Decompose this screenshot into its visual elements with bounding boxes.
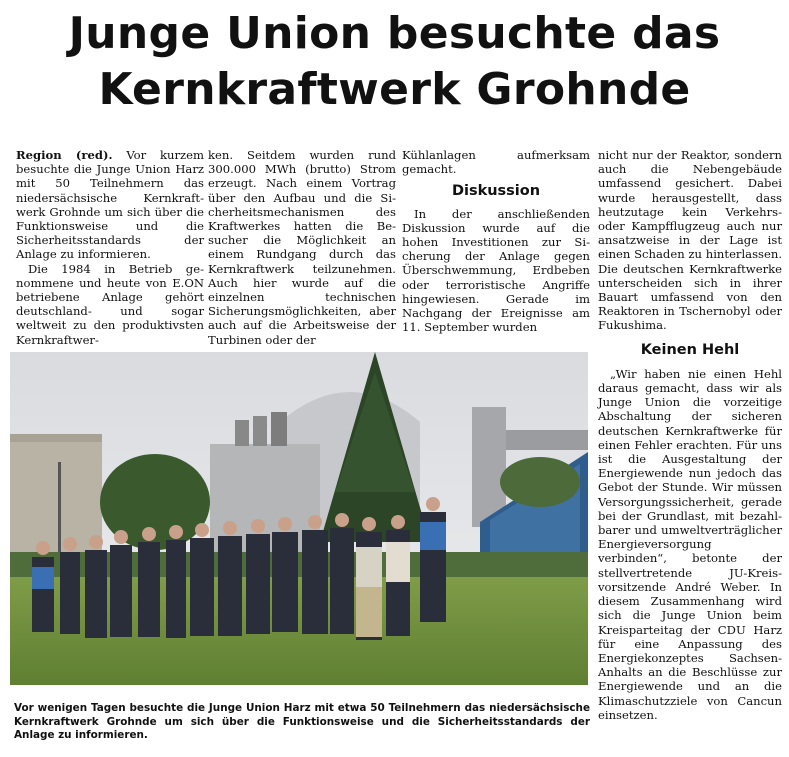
paragraph-discussion: In der anschließenden Diskussion wurde auf die hohen Investitionen zur Sicherung der Anlage gegen Überschwemmung, Erdbeben oder terroristische Angriffe hingewiesen. Gerade im Nachgang der Ereignisse am 11. September wurden	[402, 206, 590, 335]
photo-caption: Vor wenigen Tagen besuchte die Junge Union Harz mit etwa 50 Teilnehmern das niedersächsische Kernkraftwerk Grohnde um sich über die Funktionsweise und die Sicherheitsstandards der Anlage zu informieren.	[14, 702, 590, 742]
intro-text: Vor kurzem besuchte die Junge Union Harz mit 50 Teilnehmern das niedersächsische Kernkraftwerk Grohnde um sich über die Funktionsweise und die Sicherheitsstandards der Anlage zu informieren.	[16, 148, 204, 262]
article-column-3	[402, 148, 590, 344]
paragraph-tour: ken. Seitdem wurden rund 300.000 MWh (brutto) Strom erzeugt. Nach einem Vortrag über den Aufbau und die Sicherheitsmechanismen des Kraftwerkes hatten die Besucher die Möglichkeit an einem Rundgang durch das Kernkraftwerk teilzunehmen. Auch hier wurde auf die einzelnen technischen Sicherungsmöglichkeiten, aber auch auf die Arbeitsweise der Turbinen oder der	[208, 148, 396, 347]
paragraph-cooling: Kühlanlagen aufmerksam gemacht.	[402, 148, 590, 177]
dateline: Region (red).	[16, 148, 113, 162]
group-photo	[10, 352, 588, 685]
headline-line-1: Junge Union besuchte das	[68, 8, 721, 59]
paragraph-safety: nicht nur der Reaktor, sondern auch die Nebengebäude umfassend gesichert. Dabei wurde herausgestellt, dass heutzutage kein Verkehrs- oder Kampfflugzeug auch nur ansatzweise in der Lage ist einen Schaden zu hinterlassen. Die deutschen Kernkraftwerke unterscheiden sich in ihrer Bauart umfassend von den Reaktoren in Tschernobyl oder Fukushima.	[598, 148, 782, 333]
headline	[0, 6, 789, 118]
headline-line-2: Kernkraftwerk Grohnde	[98, 64, 691, 115]
subhead-diskussion: Diskussion	[451, 183, 541, 200]
paragraph-intro	[16, 148, 204, 262]
article-column-4	[598, 148, 782, 748]
subhead-keinen-hehl: Keinen Hehl	[640, 341, 740, 358]
article-column-1	[16, 148, 204, 347]
paragraph-history: Die 1984 in Betrieb genommene und heute von E.ON betriebene Anlage gehört deutschland- und sogar weltweit zu den produktivsten Kernkraftwer-	[16, 261, 204, 347]
article-column-2	[208, 148, 396, 347]
paragraph-quote: „Wir haben nie einen Hehl daraus gemacht, dass wir als Junge Union die vorzeitige Abschaltung der sicheren deutschen Kernkraftwerke für einen Fehler erachten. Für uns ist die Ausgestaltung der Energiewende nun jedoch das Gebot der Stunde. Wir müssen Versorgungssicherheit, gerade bei der Grundlast, mit bezahlbarer und umweltverträglicher Energieversorgung verbinden“, betonte der stellvertretende JU-Kreisvorsitzende André Weber. In diesem Zusammenhang wird sich die Junge Union beim Kreisparteitag der CDU Harz für eine Anpassung des Energiekonzeptes Sachsen-Anhalts an die Beschlüsse zur Energiewende und an die Klimaschutzziele von Cancun einsetzen.	[598, 366, 782, 722]
